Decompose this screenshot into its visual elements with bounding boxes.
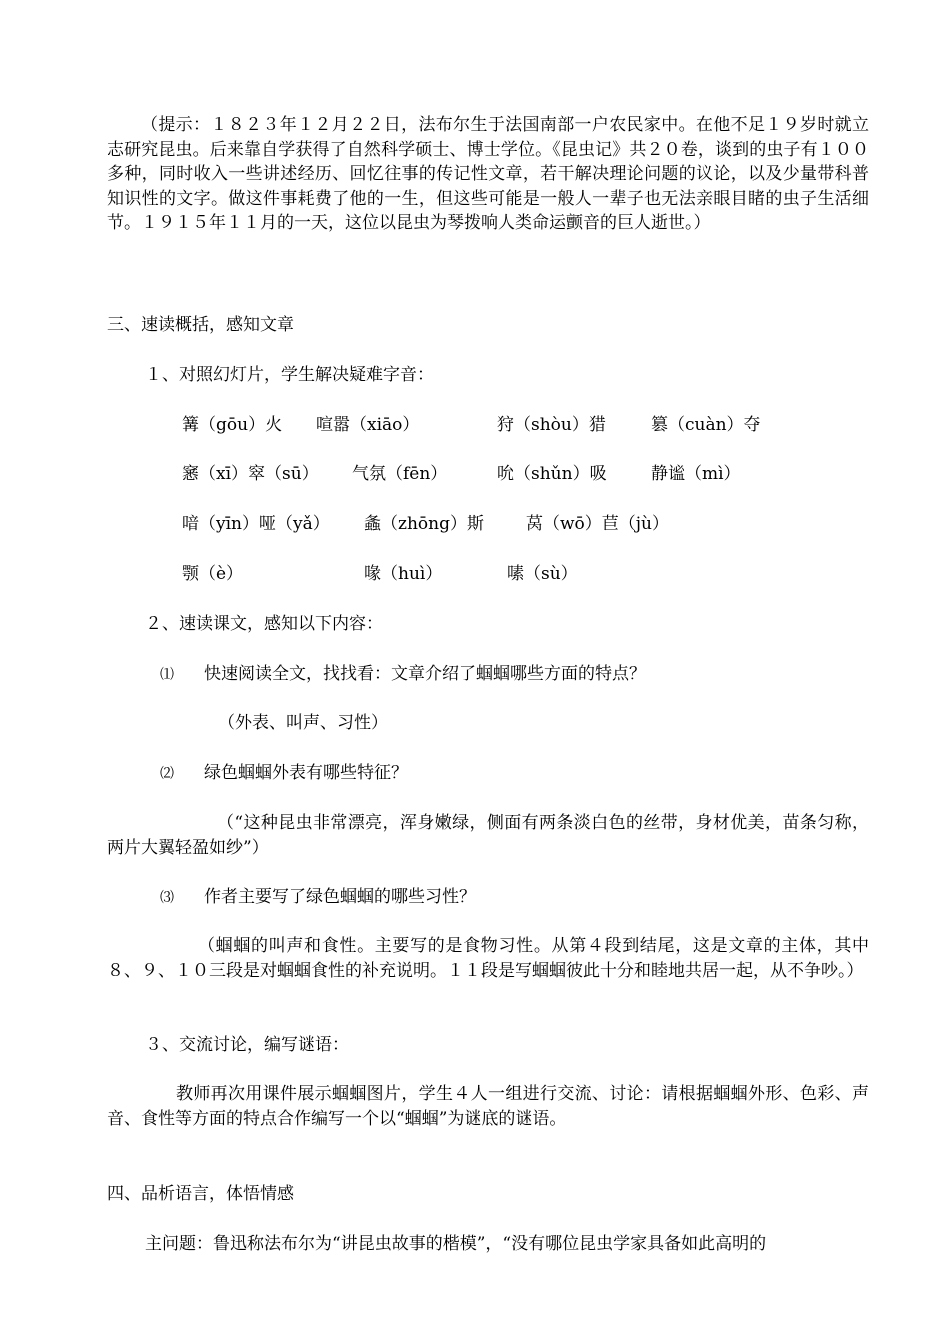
question-number: ⑶ — [160, 890, 174, 906]
question-3 — [160, 885, 476, 910]
pinyin-entry: 颚（è） — [182, 564, 244, 584]
main-question: 主问题：鲁迅称法布尔为“讲昆虫故事的楷模”，“没有哪位昆虫学家具备如此高明的 — [145, 1234, 767, 1254]
answer-3: （蝈蝈的叫声和食性。主要写的是食物习性。从第４段到结尾，这是文章的主体，其中８、９、１０三段是对蝈蝈食性的补充说明。１１段是写蝈蝈彼此十分和睦地共居一起，从不争吵。） — [107, 936, 869, 981]
hint-paragraph: （提示：１８２３年１２月２２日，法布尔生于法国南部一户农民家中。在他不足１９岁时就立志研究昆虫。后来靠自学获得了自然科学硕士、博士学位。《昆虫记》共２０卷，谈到的虫子有１００多种，同时收入一些讲述经历、回忆往事的传记性文章，若干解决理论问题的议论，以及少量带科普知识性的文字。做这件事耗费了他的一生，但这些可能是一般人一辈子也无法亲眼目睹的虫子生活细节。１９１５年１１月的一天，这位以昆虫为琴拨响人类命运颤音的巨人逝世。） — [107, 115, 869, 233]
pinyin-entry: 气氛（fēn） — [352, 464, 448, 484]
pinyin-entry: 嗉（sù） — [507, 564, 578, 584]
question-text: 绿色蝈蝈外表有哪些特征？ — [204, 763, 408, 783]
pinyin-entry: 篡（cuàn）夺 — [651, 415, 761, 435]
pinyin-entry: 静谧（mì） — [651, 464, 741, 484]
item2-heading: ２、速读课文，感知以下内容： — [145, 614, 383, 634]
pinyin-entry: 篝（gōu）火 — [182, 415, 283, 435]
question-text: 作者主要写了绿色蝈蝈的哪些习性？ — [204, 887, 476, 907]
pinyin-entry: 吮（shǔn）吸 — [497, 464, 607, 484]
item1-heading: １、对照幻灯片，学生解决疑难字音： — [145, 365, 434, 385]
pinyin-entry: 螽（zhōng）斯 — [364, 514, 484, 534]
question-2 — [160, 761, 408, 786]
pinyin-entry: 喑（yīn）哑（yǎ） — [182, 514, 330, 534]
question-text: 快速阅读全文，找找看：文章介绍了蝈蝈哪些方面的特点？ — [204, 664, 646, 684]
question-1 — [160, 662, 646, 687]
pinyin-entry: 喙（huì） — [364, 564, 443, 584]
pinyin-entry: 莴（wō）苣（jù） — [526, 514, 670, 534]
pinyin-entry: 狩（shòu）猎 — [497, 415, 606, 435]
item3-paragraph: 教师再次用课件展示蝈蝈图片，学生４人一组进行交流、讨论：请根据蝈蝈外形、色彩、声音、食性等方面的特点合作编写一个以“蝈蝈”为谜底的谜语。 — [107, 1084, 869, 1129]
answer-1: （外表、叫声、习性） — [218, 713, 388, 733]
question-number: ⑵ — [160, 766, 174, 782]
pinyin-entry: 喧嚣（xiāo） — [316, 415, 420, 435]
pinyin-entry: 窸（xī）窣（sū） — [182, 464, 319, 484]
question-number: ⑴ — [160, 667, 174, 683]
item3-heading: ３、交流讨论，编写谜语： — [145, 1035, 349, 1055]
section4-heading: 四、品析语言，体悟情感 — [107, 1184, 294, 1204]
answer-2: （“这种昆虫非常漂亮，浑身嫩绿，侧面有两条淡白色的丝带，身材优美，苗条匀称，两片大翼轻盈如纱”） — [107, 813, 869, 858]
section3-heading: 三、速读概括，感知文章 — [107, 315, 294, 335]
